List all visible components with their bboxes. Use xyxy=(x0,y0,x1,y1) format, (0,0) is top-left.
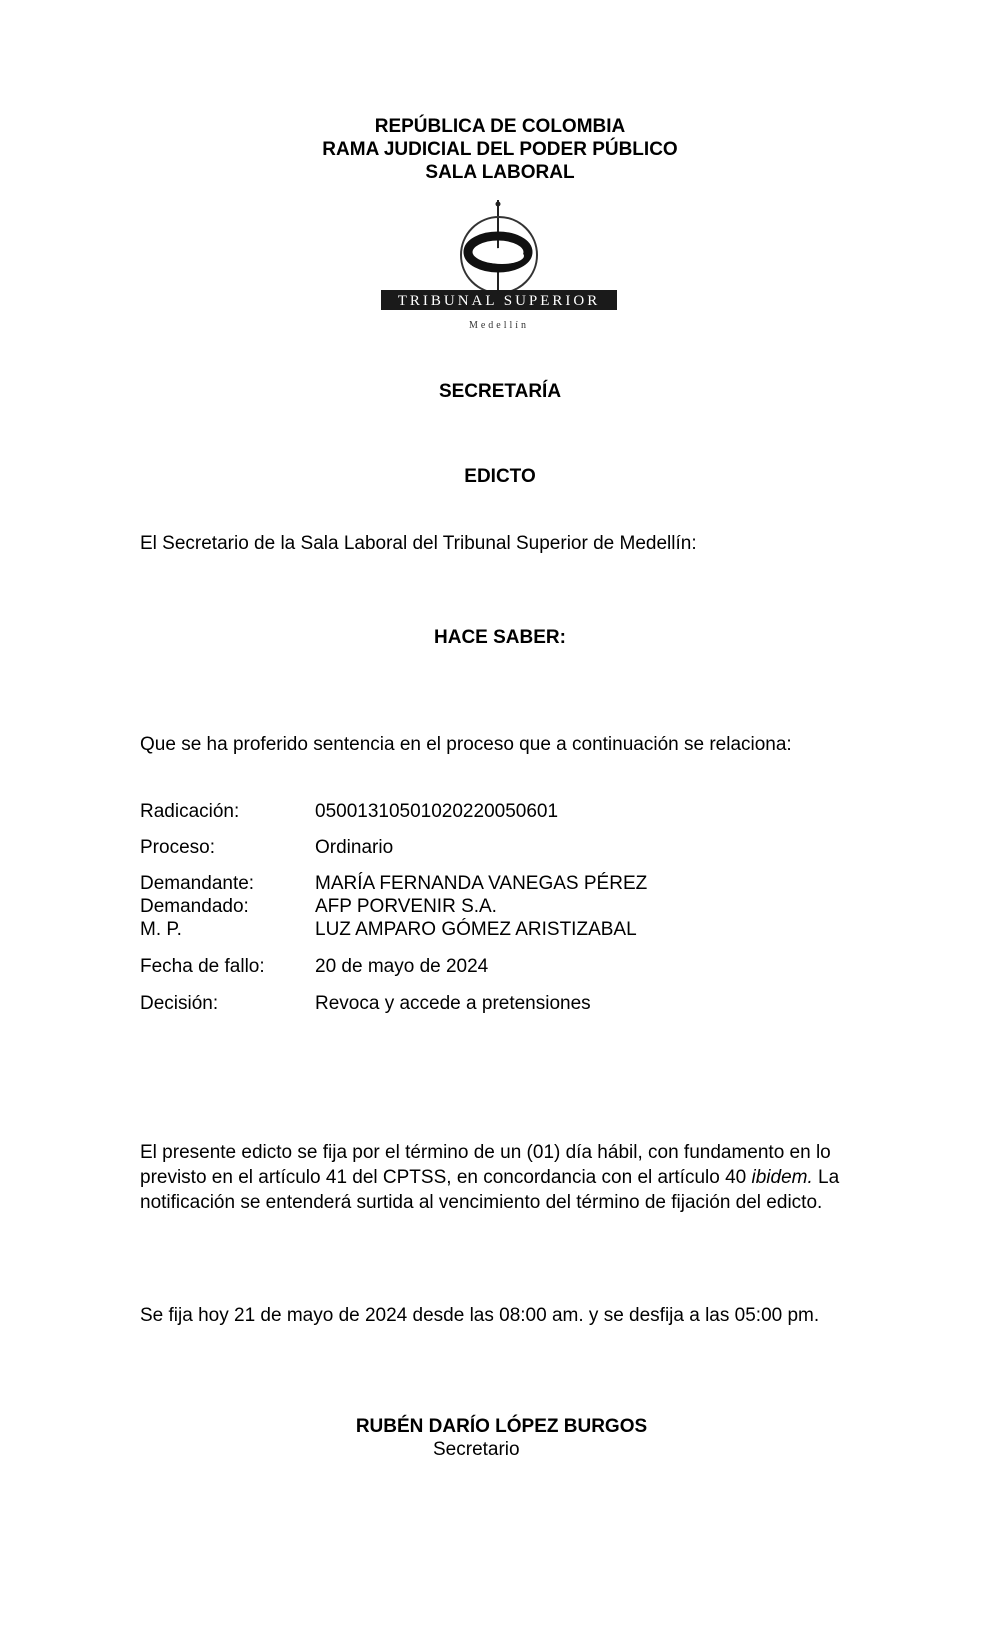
tribunal-logo xyxy=(381,200,617,345)
proceso-label: Proceso: xyxy=(140,837,215,858)
notice-text-1: El presente edicto se fija por el término de un (01) día hábil, con fundamento en lo previsto en el artículo 41 del CPTSS, en concordancia con el artículo 40 xyxy=(140,1142,831,1188)
signature-name: RUBÉN DARÍO LÓPEZ BURGOS xyxy=(355,1416,648,1437)
hace-saber-heading: HACE SABER: xyxy=(434,627,566,648)
proceso-value: Ordinario xyxy=(315,837,394,858)
header-branch: RAMA JUDICIAL DEL PODER PÚBLICO xyxy=(322,139,678,160)
fixed-date-text: Se fija hoy 21 de mayo de 2024 desde las 08:00 am. y se desfija a las 05:00 pm. xyxy=(140,1305,820,1326)
header-country: REPÚBLICA DE COLOMBIA xyxy=(374,116,626,137)
statement-text: Que se ha proferido sentencia en el proceso que a continuación se relaciona: xyxy=(140,734,792,755)
radicacion-label: Radicación: xyxy=(140,801,240,822)
mp-label: M. P. xyxy=(140,919,182,940)
section-title-secretaria: SECRETARÍA xyxy=(438,381,562,402)
mp-value: LUZ AMPARO GÓMEZ ARISTIZABAL xyxy=(315,919,637,940)
demandado-label: Demandado: xyxy=(140,896,249,917)
document-title-edicto: EDICTO xyxy=(464,466,536,487)
decision-label: Decisión: xyxy=(140,993,219,1014)
fecha-label: Fecha de fallo: xyxy=(140,956,265,977)
demandante-value: MARÍA FERNANDA VANEGAS PÉREZ xyxy=(315,873,648,894)
notice-italic: ibidem. xyxy=(751,1167,813,1188)
notice-paragraph xyxy=(140,1140,880,1215)
logo-city: Medellín xyxy=(468,320,530,331)
signature-role: Secretario xyxy=(433,1439,520,1460)
intro-text: El Secretario de la Sala Laboral del Tribunal Superior de Medellín: xyxy=(140,533,697,554)
logo-text: TRIBUNAL SUPERIOR xyxy=(397,293,601,309)
fecha-value: 20 de mayo de 2024 xyxy=(315,956,489,977)
radicacion-value: 05001310501020220050601 xyxy=(315,801,559,822)
document-header xyxy=(0,115,1000,184)
header-chamber: SALA LABORAL xyxy=(425,162,575,183)
decision-value: Revoca y accede a pretensiones xyxy=(315,993,591,1014)
demandado-value: AFP PORVENIR S.A. xyxy=(315,896,497,917)
notice-text-2: La notificación se entenderá surtida al vencimiento del término de fijación del edicto. xyxy=(140,1167,840,1213)
demandante-label: Demandante: xyxy=(140,873,255,894)
